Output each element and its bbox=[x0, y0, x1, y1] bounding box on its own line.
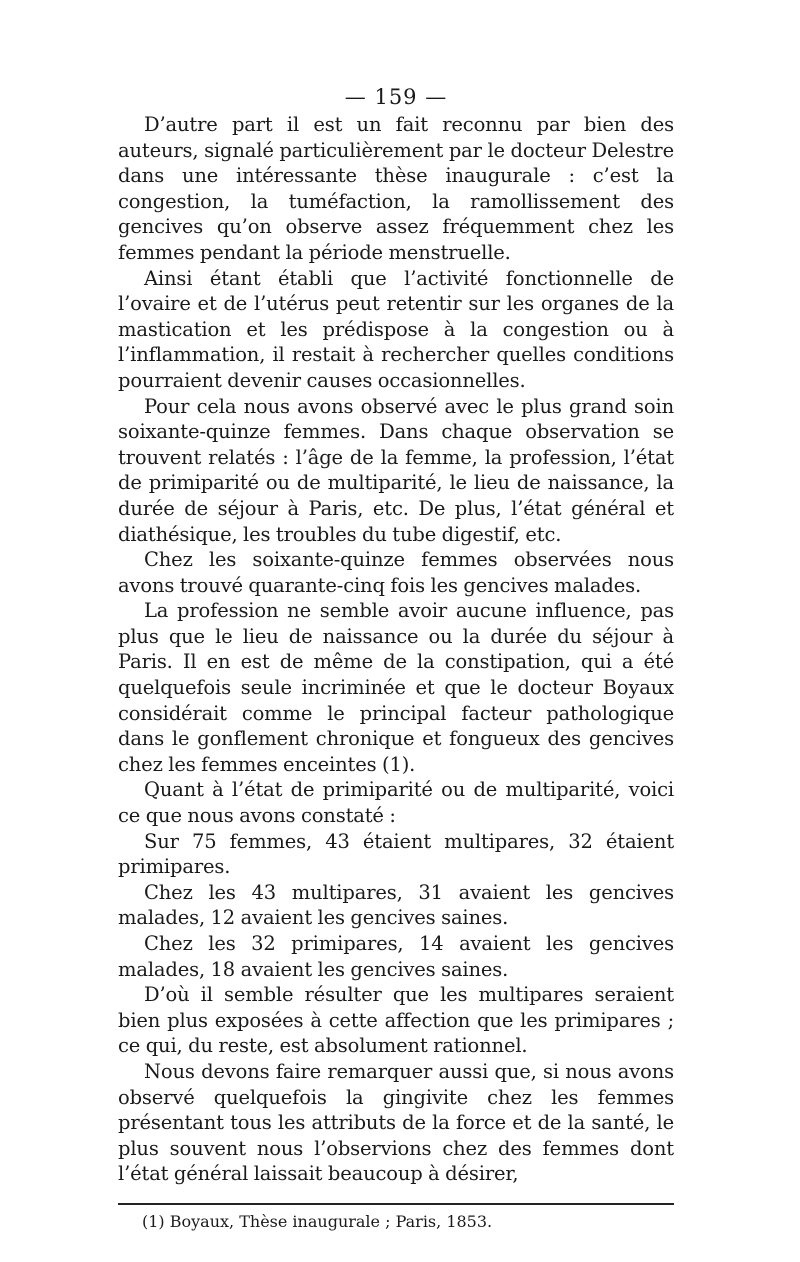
footnote-divider bbox=[118, 1203, 674, 1205]
paragraph-11: Nous devons faire remarquer aussi que, si nous avons observé quelquefois la gingivite chez les femmes présentant tous les attributs de la force et de la santé, le plus souvent nous l’observions chez des femmes dont l’état général laissait beaucoup à désirer, bbox=[118, 1059, 674, 1186]
paragraph-9: Chez les 32 primipares, 14 avaient les gencives malades, 18 avaient les gencives saines. bbox=[118, 932, 674, 981]
paragraph-3: Pour cela nous avons observé avec le plus grand soin soixante-quinze femmes. Dans chaque observation se trouvent relatés : l’âge de la femme, la profession, l’état de primiparité ou de multiparité, le lieu de naissance, la durée de séjour à Paris, etc. De plus, l’état général et diathésique, les troubles du tube digestif, etc. bbox=[118, 394, 674, 546]
paragraph-4: Chez les soixante-quinze femmes observées nous avons trouvé quarante-cinq fois les gencives malades. bbox=[118, 548, 674, 597]
paragraph-8: Chez les 43 multipares, 31 avaient les gencives malades, 12 avaient les gencives saines. bbox=[118, 880, 674, 930]
paragraph-1: D’autre part il est un fait reconnu par bien des auteurs, signalé particulièrement par le docteur Delestre dans une intéressante thèse inaugurale : c’est la congestion, la tuméfaction, la ramollissement des gencives qu’on observe assez fréquemment chez les femmes pendant la période menstruelle. bbox=[118, 113, 674, 264]
paragraph-5: La profession ne semble avoir aucune influence, pas plus que le lieu de naissance ou la durée du séjour à Paris. Il en est de même de la constipation, qui a été quelquefois seule incriminée et que le docteur Boyaux considérait comme le principal facteur pathologique dans le gonflement chronique et fongueux des gencives chez les femmes enceintes (1). bbox=[118, 599, 674, 776]
paragraph-10: D’où il semble résulter que les multipares seraient bien plus exposées à cette affection que les primipares ; ce qui, du reste, est absolument rationnel. bbox=[118, 983, 674, 1058]
paragraph-6: Quant à l’état de primiparité ou de multiparité, voici ce que nous avons constaté : bbox=[118, 778, 674, 828]
footnote: (1) Boyaux, Thèse inaugurale ; Paris, 1853. bbox=[142, 1211, 493, 1231]
paragraph-2: Ainsi étant établi que l’activité fonctionnelle de l’ovaire et de l’utérus peut retentir sur les organes de la mastication et les prédispose à la congestion ou à l’inflammation, il restait à rechercher quelles conditions pourraient devenir causes occasionnelles. bbox=[118, 266, 674, 392]
page-number: — 159 — bbox=[344, 85, 448, 109]
book-page bbox=[118, 82, 674, 1233]
paragraph-7: Sur 75 femmes, 43 étaient multipares, 32 étaient primipares. bbox=[118, 829, 674, 879]
